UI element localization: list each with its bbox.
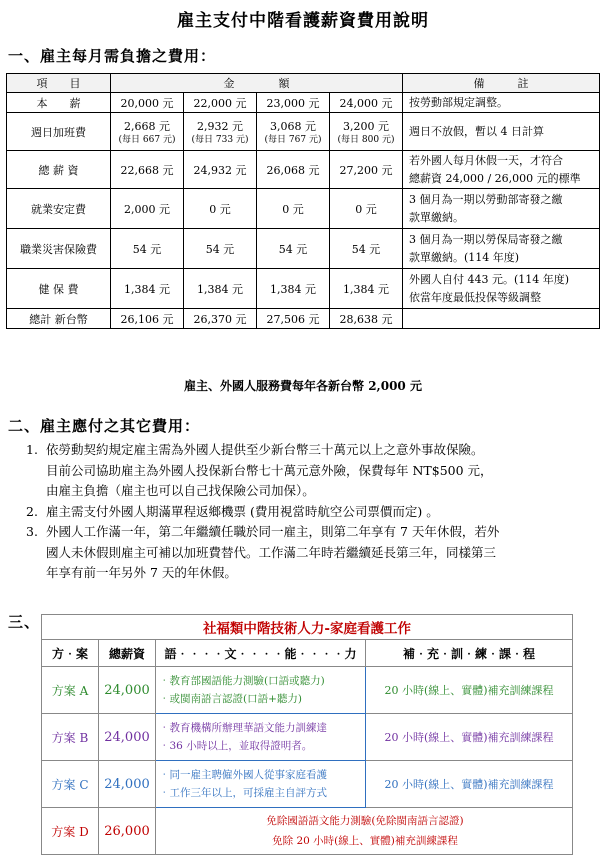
plan-training: 20 小時(線上、實體)補充訓練課程: [366, 761, 573, 808]
fee-note-line: 若外國人每月休假一天，才符合: [409, 153, 563, 167]
item-line: 年享有前一年另外 7 天的年休假。: [46, 565, 237, 580]
plan-salary: 24,000: [99, 714, 156, 761]
fee-note-line: 按勞動部規定調整。: [409, 95, 508, 109]
fee-row: [7, 113, 600, 151]
fee-amount: [111, 309, 184, 329]
fee-amount-value: 26,106 元: [120, 312, 174, 326]
plan-name: 方案 C: [42, 761, 99, 808]
fee-amount: [330, 269, 403, 309]
plan-language-line: ‧教育部國語能力測驗(口語或聽力): [159, 675, 325, 687]
plan-language-line: ‧教育機構所辦理華語文能力訓練達: [159, 722, 327, 734]
fee-item: 總 薪 資: [7, 151, 111, 189]
fee-row: [7, 93, 600, 113]
fee-amount-value: 0 元: [282, 202, 304, 216]
fee-amount-value: 3,200 元: [343, 119, 389, 133]
fee-item: 週日加班費: [7, 113, 111, 151]
plan-language: [156, 808, 573, 855]
fee-amount: [257, 151, 330, 189]
fee-amount: [184, 151, 257, 189]
fee-amount: [184, 229, 257, 269]
fee-amount-value: 1,384 元: [343, 282, 389, 296]
fee-amount-value: 0 元: [209, 202, 231, 216]
fee-amount-value: 54 元: [132, 242, 162, 256]
plan-name: 方案 D: [42, 808, 99, 855]
item-number: 2.: [26, 503, 38, 519]
fee-note: [403, 189, 600, 229]
plan-row: [42, 667, 573, 714]
fee-note-line: 款單繳納。(114 年度): [409, 250, 520, 264]
fee-amount-daily: (每日 767 元): [264, 134, 322, 145]
fee-amount-value: 28,638 元: [339, 312, 393, 326]
fee-amount-value: 54 元: [278, 242, 308, 256]
fee-amount-value: 1,384 元: [124, 282, 170, 296]
fee-item: 就業安定費: [7, 189, 111, 229]
plan-table: [41, 614, 573, 855]
fee-amount: [184, 113, 257, 151]
fee-amount: [330, 93, 403, 113]
other-fee-item: [16, 502, 596, 523]
fee-amount: [330, 189, 403, 229]
fee-amount: [257, 269, 330, 309]
fee-note-line: 3 個月為一期以勞動部寄發之繳: [409, 192, 563, 206]
fee-amount-value: 27,506 元: [266, 312, 320, 326]
plan-salary: 26,000: [99, 808, 156, 855]
fee-amount: [184, 269, 257, 309]
fee-amount-value: 1,384 元: [197, 282, 243, 296]
fee-item: 健 保 費: [7, 269, 111, 309]
fee-amount: [257, 229, 330, 269]
fee-item: 職業災害保險費: [7, 229, 111, 269]
fee-amount: [330, 309, 403, 329]
fee-amount-value: 2,932 元: [197, 119, 243, 133]
fee-amount: [111, 229, 184, 269]
fee-item: 本 薪: [7, 93, 111, 113]
fee-note: [403, 229, 600, 269]
fee-amount-value: 2,668 元: [124, 119, 170, 133]
other-fees-list: [16, 440, 596, 584]
fee-amount: [257, 93, 330, 113]
item-line: 目前公司協助雇主為外國人投保新台幣七十萬元意外險，保費每年 NT$500 元，: [46, 462, 493, 478]
fee-amount: [184, 93, 257, 113]
plan-language-line: ‧或閩南語言認證(口語+聽力): [159, 693, 302, 705]
section-2-heading: 二、雇主應付之其它費用：: [8, 417, 201, 435]
item-line: 雇主需支付外國人期滿單程返鄉機票 (費用視當時航空公司票價而定) 。: [46, 503, 439, 519]
plan-row: [42, 714, 573, 761]
plan-salary: 24,000: [99, 667, 156, 714]
header-plan: 方‧案: [42, 640, 99, 667]
plan-row: [42, 761, 573, 808]
item-line: 國人未休假則雇主可補以加班費替代。工作滿二年時若繼續延長第三年，同樣第三: [46, 544, 497, 560]
fee-amount-value: 24,932 元: [193, 163, 247, 177]
fee-amount: [184, 189, 257, 229]
fee-note: [403, 151, 600, 189]
plan-table-header: [42, 640, 573, 667]
plan-language: [156, 714, 366, 761]
plan-name: 方案 A: [42, 667, 99, 714]
page-title: 雇主支付中階看護薪資費用說明: [177, 11, 429, 31]
plan-language-line: ‧工作三年以上，可採雇主自評方式: [159, 787, 327, 799]
fee-amount-value: 26,370 元: [193, 312, 247, 326]
fee-amount-value: 20,000 元: [120, 96, 174, 110]
fee-note: [403, 93, 600, 113]
plan-language: [156, 667, 366, 714]
fee-note: [403, 269, 600, 309]
fee-row: [7, 151, 600, 189]
fee-note: [403, 113, 600, 151]
plan-table-title: 社福類中階技術人力-家庭看護工作: [42, 615, 573, 640]
fee-amount: [111, 189, 184, 229]
fee-row: [7, 269, 600, 309]
plan-language-line: ‧同一雇主聘僱外國人從事家庭看護: [159, 769, 327, 781]
plan-name: 方案 B: [42, 714, 99, 761]
fee-amount-value: 27,200 元: [339, 163, 393, 177]
fee-note: [403, 309, 600, 329]
service-fee: 雇主、外國人服務費每年各新台幣 2,000 元: [184, 379, 422, 393]
header-item: 項 目: [7, 74, 111, 93]
plan-language-line: 免除 20 小時(線上、實體)補充訓練課程: [272, 835, 458, 847]
other-fee-item: [16, 440, 596, 502]
fee-amount: [330, 229, 403, 269]
item-line: 外國人工作滿一年，第二年繼續任職於同一雇主，則第二年享有 7 天年休假，若外: [46, 524, 500, 539]
fee-note-line: 款單繳納。: [409, 210, 464, 224]
fee-item: 總計 新台幣: [7, 309, 111, 329]
fee-note-line: 3 個月為一期以勞保局寄發之繳: [409, 232, 563, 246]
item-number: 3.: [26, 524, 38, 539]
fee-note-line: 總薪資 24,000 / 26,000 元的標準: [409, 171, 581, 185]
fee-amount-value: 23,000 元: [266, 96, 320, 110]
fee-amount-value: 1,384 元: [270, 282, 316, 296]
fee-amount-daily: (每日 800 元): [337, 134, 395, 145]
fee-amount: [330, 151, 403, 189]
fee-amount-value: 24,000 元: [339, 96, 393, 110]
fee-amount-value: 26,068 元: [266, 163, 320, 177]
fee-amount: [111, 93, 184, 113]
fee-amount-daily: (每日 667 元): [118, 134, 176, 145]
fee-amount: [111, 113, 184, 151]
fee-amount: [330, 113, 403, 151]
fee-table: [6, 73, 600, 329]
fee-amount-value: 0 元: [355, 202, 377, 216]
fee-amount-value: 22,000 元: [193, 96, 247, 110]
header-amount: 金 額: [111, 74, 403, 93]
fee-amount-daily: (每日 733 元): [191, 134, 249, 145]
fee-amount-value: 54 元: [205, 242, 235, 256]
plan-language: [156, 761, 366, 808]
fee-amount-value: 2,000 元: [124, 202, 170, 216]
plan-salary: 24,000: [99, 761, 156, 808]
fee-amount-value: 3,068 元: [270, 119, 316, 133]
header-salary: 總薪資: [99, 640, 156, 667]
fee-row: [7, 309, 600, 329]
other-fee-item: [16, 522, 596, 584]
fee-note-line: 依當年度最低投保等級調整: [409, 290, 541, 304]
plan-training: 20 小時(線上、實體)補充訓練課程: [366, 667, 573, 714]
plan-row: [42, 808, 573, 855]
fee-amount: [257, 113, 330, 151]
item-number: 1.: [26, 442, 38, 457]
plan-language-line: 免除國語語文能力測驗(免除閩南語言認證): [266, 815, 464, 827]
section-3-heading: 三、: [8, 613, 41, 631]
fee-table-header: [7, 74, 600, 93]
fee-amount-value: 54 元: [351, 242, 381, 256]
section-1-heading: 一、雇主每月需負擔之費用：: [8, 47, 217, 65]
fee-amount: [184, 309, 257, 329]
header-note: 備 註: [403, 74, 600, 93]
fee-amount-value: 22,668 元: [120, 163, 174, 177]
fee-amount: [111, 151, 184, 189]
item-line: 依勞動契約規定雇主需為外國人提供至少新台幣三十萬元以上之意外事故保險。: [46, 442, 484, 457]
fee-amount: [257, 309, 330, 329]
fee-amount: [257, 189, 330, 229]
fee-row: [7, 229, 600, 269]
fee-row: [7, 189, 600, 229]
plan-language-line: ‧36 小時以上，並取得證明者。: [159, 740, 313, 752]
plan-training: 20 小時(線上、實體)補充訓練課程: [366, 714, 573, 761]
fee-note-line: 週日不放假，暫以 4 日計算: [409, 124, 544, 138]
fee-note-line: 外國人自付 443 元。(114 年度): [409, 272, 570, 286]
header-training: 補‧充‧訓‧練‧課‧程: [366, 640, 573, 667]
item-line: 由雇主負擔（雇主也可以自己找保險公司加保）。: [46, 483, 315, 498]
fee-amount: [111, 269, 184, 309]
header-language: 語‧‧‧‧文‧‧‧‧能‧‧‧‧力: [156, 640, 366, 667]
